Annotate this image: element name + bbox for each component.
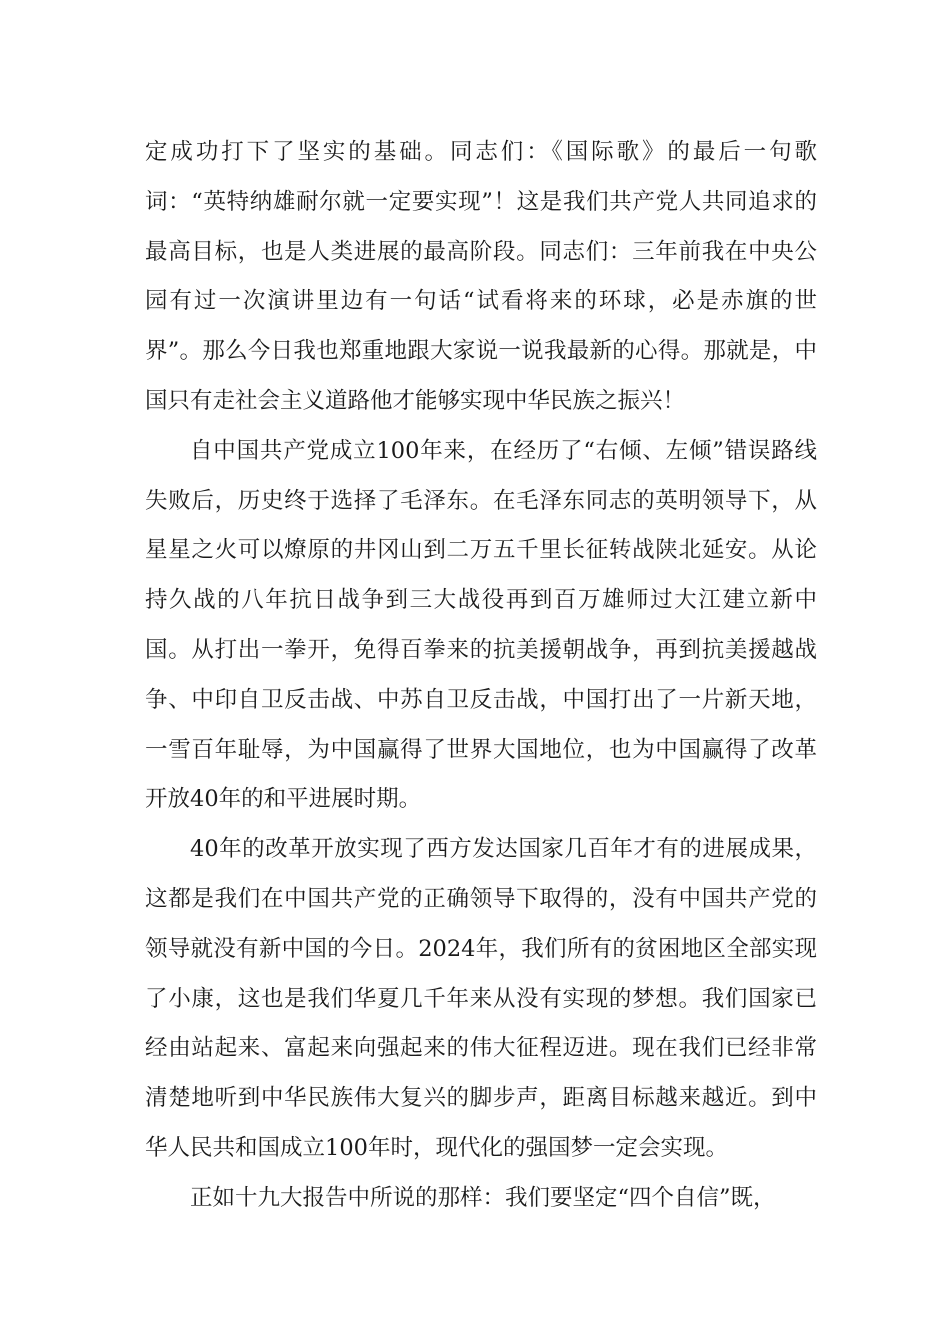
paragraph-4: 正如十九大报告中所说的那样：我们要坚定“四个自信”既， bbox=[190, 1184, 776, 1211]
paragraph-1: 定成功打下了坚实的基础。同志们：《国际歌》的最后一句歌词：“英特纳雄耐尔就一定要实现”！这是我们共产党人共同追求的最高目标，也是人类进展的最高阶段。同志们：三年前我在中央公园有过一次演讲里边有一句话“试看将来的环球，必是赤旗的世界”。那么今日我也郑重地跟大家说一说我最新的心得。那就是，中国只有走社会主义道路他才能够实现中华民族之振兴！ bbox=[145, 139, 817, 414]
document-body bbox=[145, 128, 817, 1224]
paragraph-3: 40年的改革开放实现了西方发达国家几百年才有的进展成果，这都是我们在中国共产党的正确领导下取得的，没有中国共产党的领导就没有新中国的今日。2024年，我们所有的贫困地区全部实现了小康，这也是我们华夏几千年来从没有实现的梦想。我们国家已经由站起来、富起来向强起来的伟大征程迈进。现在我们已经非常清楚地听到中华民族伟大复兴的脚步声，距离目标越来越近。到中华人民共和国成立100年时，现代化的强国梦一定会实现。 bbox=[145, 836, 817, 1161]
paragraph-2: 自中国共产党成立100年来，在经历了“右倾、左倾”错误路线失败后，历史终于选择了毛泽东。在毛泽东同志的英明领导下，从星星之火可以燎原的井冈山到二万五千里长征转战陕北延安。从论持久战的八年抗日战争到三大战役再到百万雄师过大江建立新中国。从打出一拳开，免得百拳来的抗美援朝战争，再到抗美援越战争、中印自卫反击战、中苏自卫反击战，中国打出了一片新天地，一雪百年耻辱，为中国赢得了世界大国地位，也为中国赢得了改革开放40年的和平进展时期。 bbox=[145, 437, 817, 813]
